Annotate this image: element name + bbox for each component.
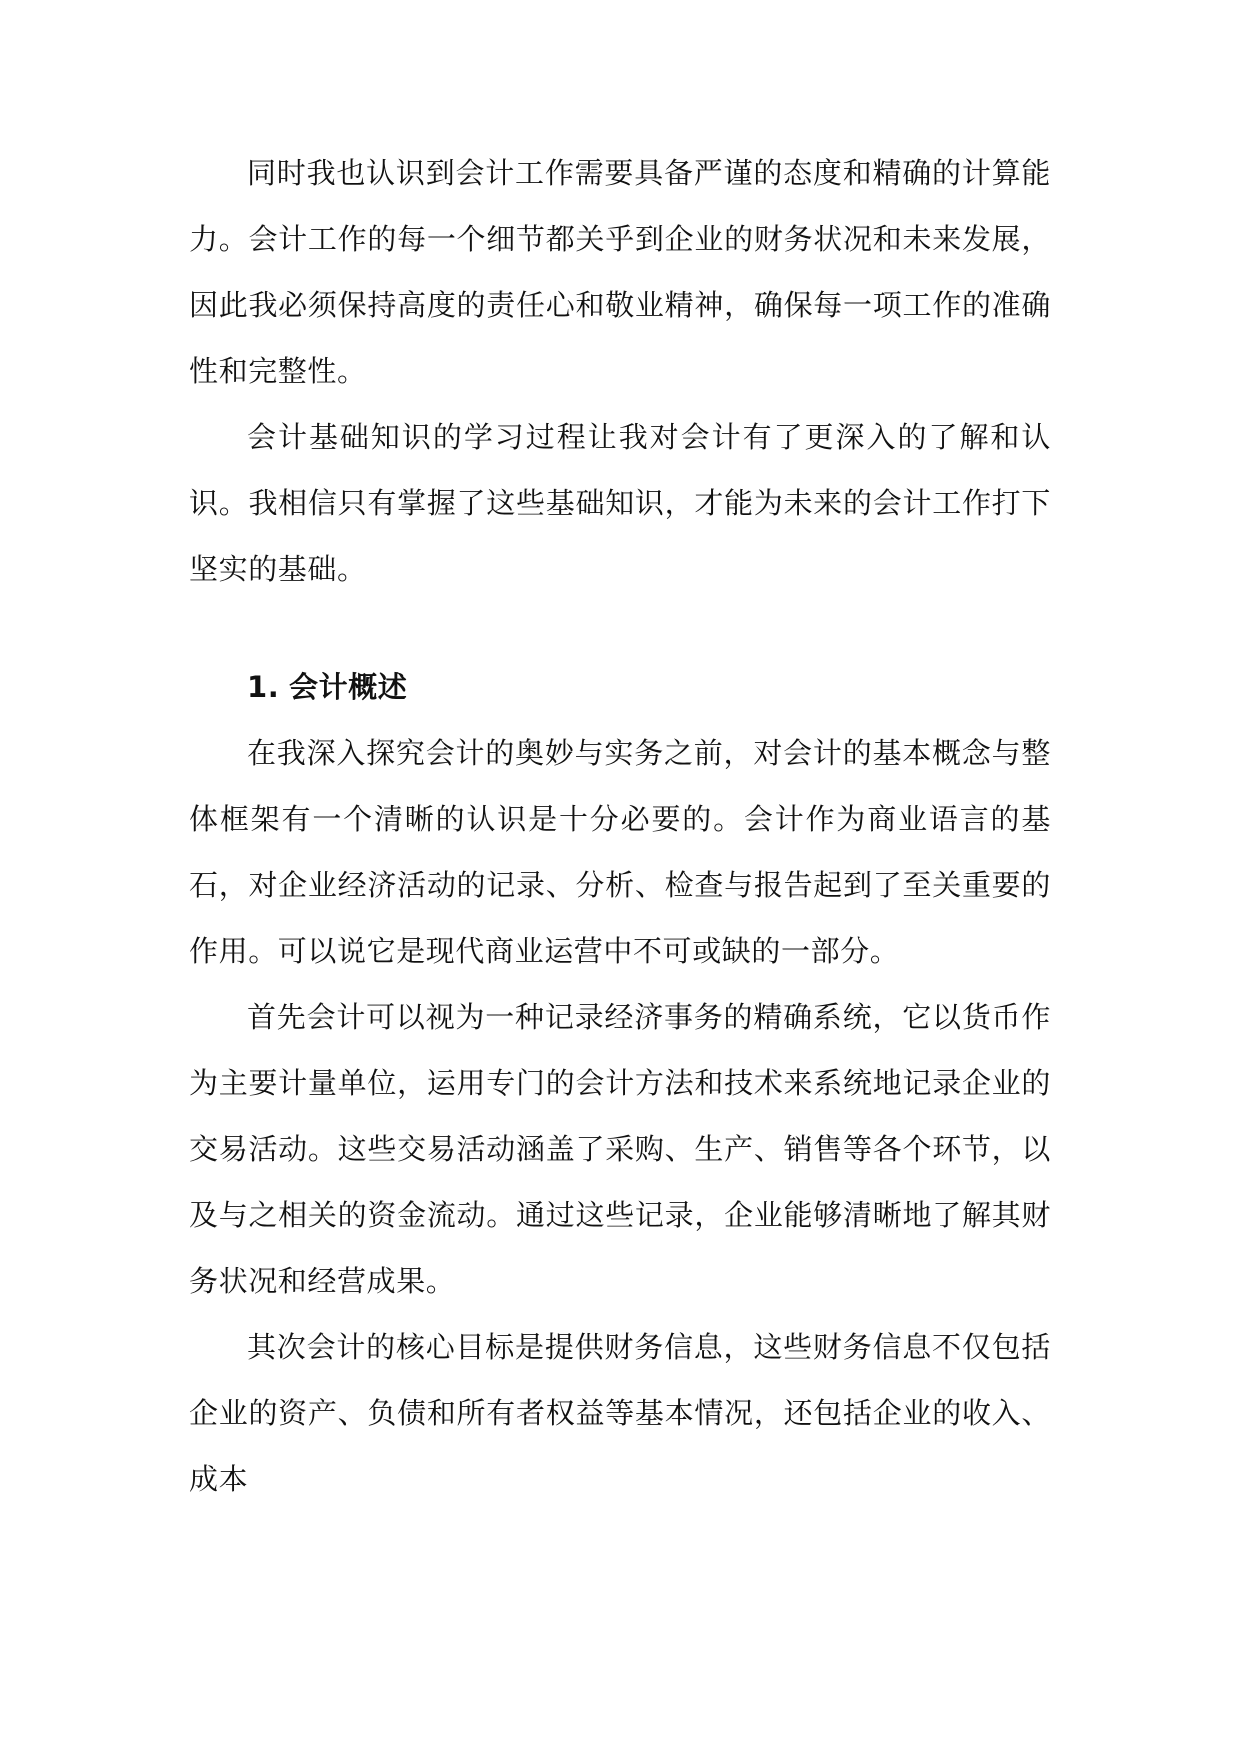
document-page: [189, 140, 1051, 1512]
paragraph: 其次会计的核心目标是提供财务信息，这些财务信息不仅包括企业的资产、负债和所有者权益等基本情况，还包括企业的收入、成本: [189, 1330, 1051, 1496]
section-title: 会计概述: [289, 670, 408, 704]
paragraph: 同时我也认识到会计工作需要具备严谨的态度和精确的计算能力。会计工作的每一个细节都关乎到企业的财务状况和未来发展，因此我必须保持高度的责任心和敬业精神，确保每一项工作的准确性和完整性。: [189, 156, 1051, 388]
paragraph: 首先会计可以视为一种记录经济事务的精确系统，它以货币作为主要计量单位，运用专门的会计方法和技术来系统地记录企业的交易活动。这些交易活动涵盖了采购、生产、销售等各个环节，以及与之相关的资金流动。通过这些记录，企业能够清晰地了解其财务状况和经营成果。: [189, 1000, 1051, 1298]
section-number: 1.: [247, 670, 280, 704]
section-heading: [189, 654, 1051, 720]
paragraph: 在我深入探究会计的奥妙与实务之前，对会计的基本概念与整体框架有一个清晰的认识是十分必要的。会计作为商业语言的基石，对企业经济活动的记录、分析、检查与报告起到了至关重要的作用。可以说它是现代商业运营中不可或缺的一部分。: [189, 736, 1051, 968]
paragraph: 会计基础知识的学习过程让我对会计有了更深入的了解和认识。我相信只有掌握了这些基础知识，才能为未来的会计工作打下坚实的基础。: [189, 420, 1051, 586]
